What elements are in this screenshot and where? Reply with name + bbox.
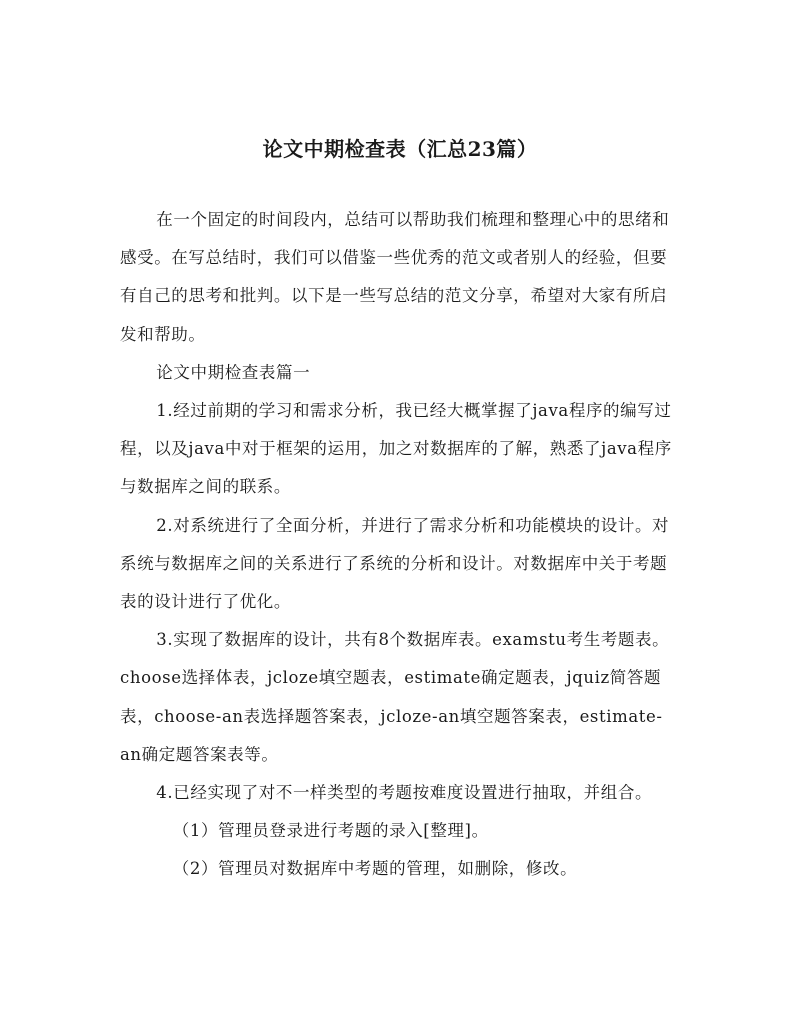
- paragraph-point-2: 2.对系统进行了全面分析，并进行了需求分析和功能模块的设计。对系统与数据库之间的关系进行了系统的分析和设计。对数据库中关于考题表的设计进行了优化。: [120, 515, 670, 612]
- document-body: [120, 201, 682, 889]
- page-title: 论文中期检查表（汇总23篇）: [262, 137, 538, 161]
- intro-paragraph: 在一个固定的时间段内，总结可以帮助我们梳理和整理心中的思绪和感受。在写总结时，我们可以借鉴一些优秀的范文或者别人的经验，但要有自己的思考和批判。以下是一些写总结的范文分享，希望对大家有所启发和帮助。: [120, 210, 670, 344]
- sub-item-2: （2）管理员对数据库中考题的管理，如删除，修改。: [172, 859, 578, 879]
- paragraph-point-3: 3.实现了数据库的设计，共有8个数据库表。examstu考生考题表。choose选择体表，jcloze填空题表，estimate确定题表，jquiz简答题表，choose-an表选择题答案表，jcloze-an填空题答案表，estimate-an确定题答案表等。: [120, 630, 670, 764]
- paragraph-point-4: 4.已经实现了对不一样类型的考题按难度设置进行抽取，并组合。: [156, 783, 653, 803]
- paragraph-point-1: 1.经过前期的学习和需求分析，我已经大概掌握了java程序的编写过程，以及java中对于框架的运用，加之对数据库的了解，熟悉了java程序与数据库之间的联系。: [120, 401, 672, 497]
- sub-item-1: （1）管理员登录进行考题的录入[整理]。: [172, 821, 489, 841]
- section-heading: 论文中期检查表篇一: [156, 362, 311, 382]
